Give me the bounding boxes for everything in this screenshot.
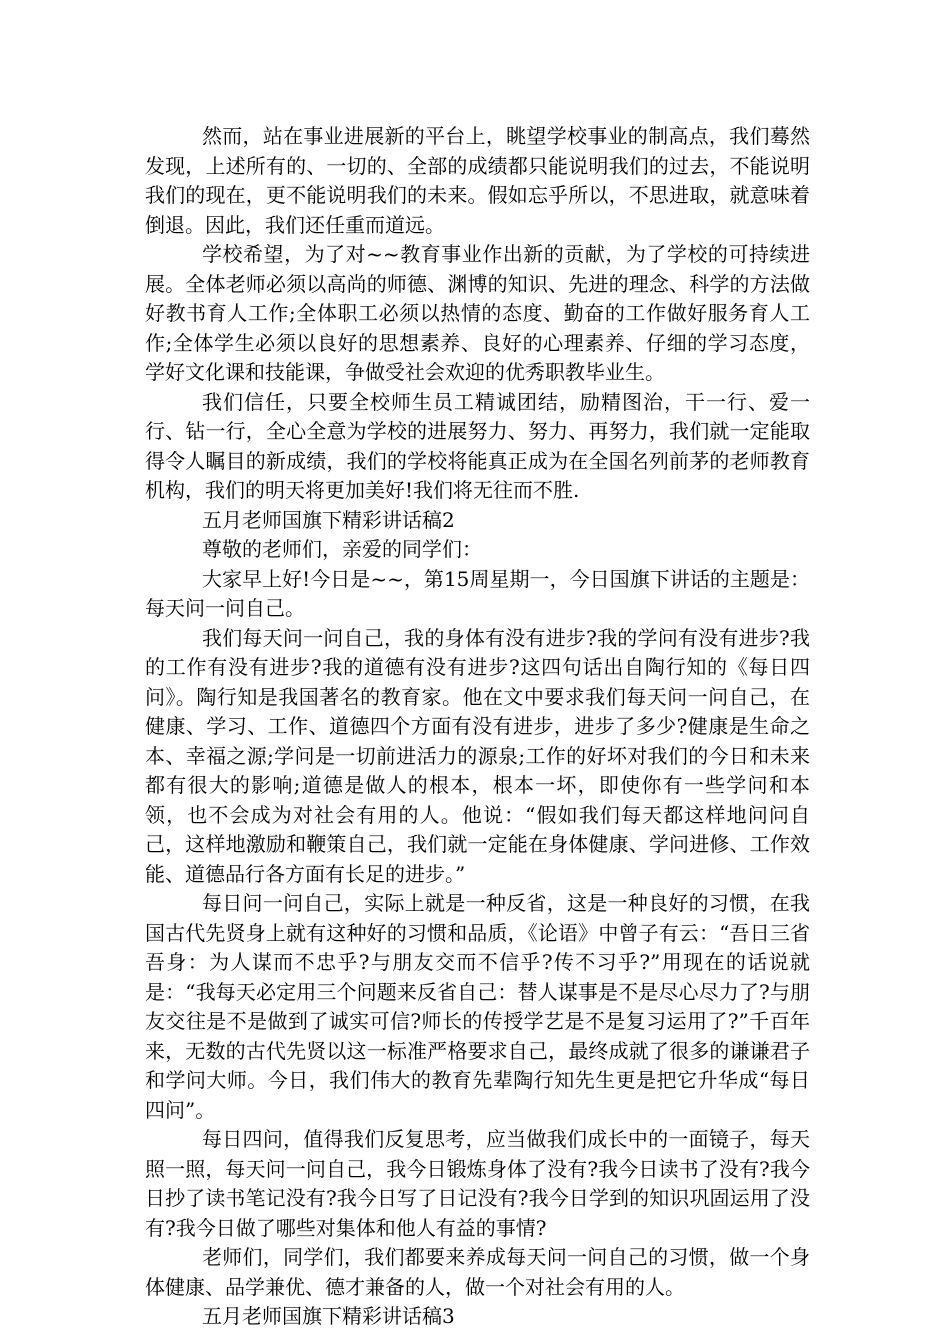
document-body <box>145 122 810 1332</box>
paragraph: 学校希望，为了对~~教育事业作出新的贡献，为了学校的可持续进展。全体老师必须以高尚的师德、渊博的知识、先进的理念、科学的方法做好教书育人工作;全体职工必须以热情的态度、勤奋的工作做好服务育人工作;全体学生必须以良好的思想素养、良好的心理素养、仔细的学习态度，学好文化课和技能课，争做受社会欢迎的优秀职教毕业生。 <box>145 242 810 384</box>
paragraph: 老师们，同学们，我们都要来养成每天问一问自己的习惯，做一个身体健康、品学兼优、德才兼备的人，做一个对社会有用的人。 <box>145 1245 810 1299</box>
paragraph: 然而，站在事业进展新的平台上，眺望学校事业的制高点，我们蓦然发现，上述所有的、一切的、全部的成绩都只能说明我们的过去，不能说明我们的现在，更不能说明我们的未来。假如忘乎所以，不思进取，就意味着倒退。因此，我们还任重而道远。 <box>145 124 810 237</box>
paragraph: 我们信任，只要全校师生员工精诚团结，励精图治，干一行、爱一行、钻一行，全心全意为学校的进展努力、努力、再努力，我们就一定能取得令人瞩目的新成绩，我们的学校将能真正成为在全国名列前茅的老师教育机构，我们的明天将更加美好!我们将无往而不胜. <box>145 389 810 502</box>
paragraph: 每日问一问自己，实际上就是一种反省，这是一种良好的习惯，在我国古代先贤身上就有这种好的习惯和品质，《论语》中曾子有云：“吾日三省吾身：为人谋而不忠乎?与朋友交而不信乎?传不习乎?”用现在的话说就是：“我每天必定用三个问题来反省自己：替人谋事是不是尽心尽力了?与朋友交往是不是做到了诚实可信?师长的传授学艺是不是复习运用了?”千百年来，无数的古代先贤以这一标准严格要求自己，最终成就了很多的谦谦君子和学问大师。今日，我们伟大的教育先辈陶行知先生更是把它升华成“每日四问”。 <box>145 891 810 1122</box>
salutation: 尊敬的老师们，亲爱的同学们： <box>202 537 482 561</box>
paragraph: 我们每天问一问自己，我的身体有没有进步?我的学问有没有进步?我的工作有没有进步?我的道德有没有进步?这四句话出自陶行知的《每日四问》。陶行知是我国著名的教育家。他在文中要求我们每天问一问自己，在健康、学习、工作、道德四个方面有没有进步，进步了多少?健康是生命之本、幸福之源;学问是一切前进活力的源泉;工作的好坏对我们的今日和未来都有很大的影响;道德是做人的根本，根本一坏，即使你有一些学问和本领，也不会成为对社会有用的人。他说：“假如我们每天都这样地问问自己，这样地激励和鞭策自己，我们就一定能在身体健康、学问进修、工作效能、道德品行各方面有长足的进步。” <box>145 625 810 886</box>
paragraph: 每日四问，值得我们反复思考，应当做我们成长中的一面镜子，每天照一照，每天问一问自己，我今日锻炼身体了没有?我今日读书了没有?我今日抄了读书笔记没有?我今日写了日记没有?我今日学到的知识巩固运用了没有?我今日做了哪些对集体和他人有益的事情? <box>145 1127 810 1240</box>
section-heading: 五月老师国旗下精彩讲话稿3 <box>202 1304 455 1328</box>
paragraph: 大家早上好!今日是~~，第15周星期一，今日国旗下讲话的主题是：每天问一问自己。 <box>145 566 810 620</box>
section-heading: 五月老师国旗下精彩讲话稿2 <box>202 507 455 532</box>
